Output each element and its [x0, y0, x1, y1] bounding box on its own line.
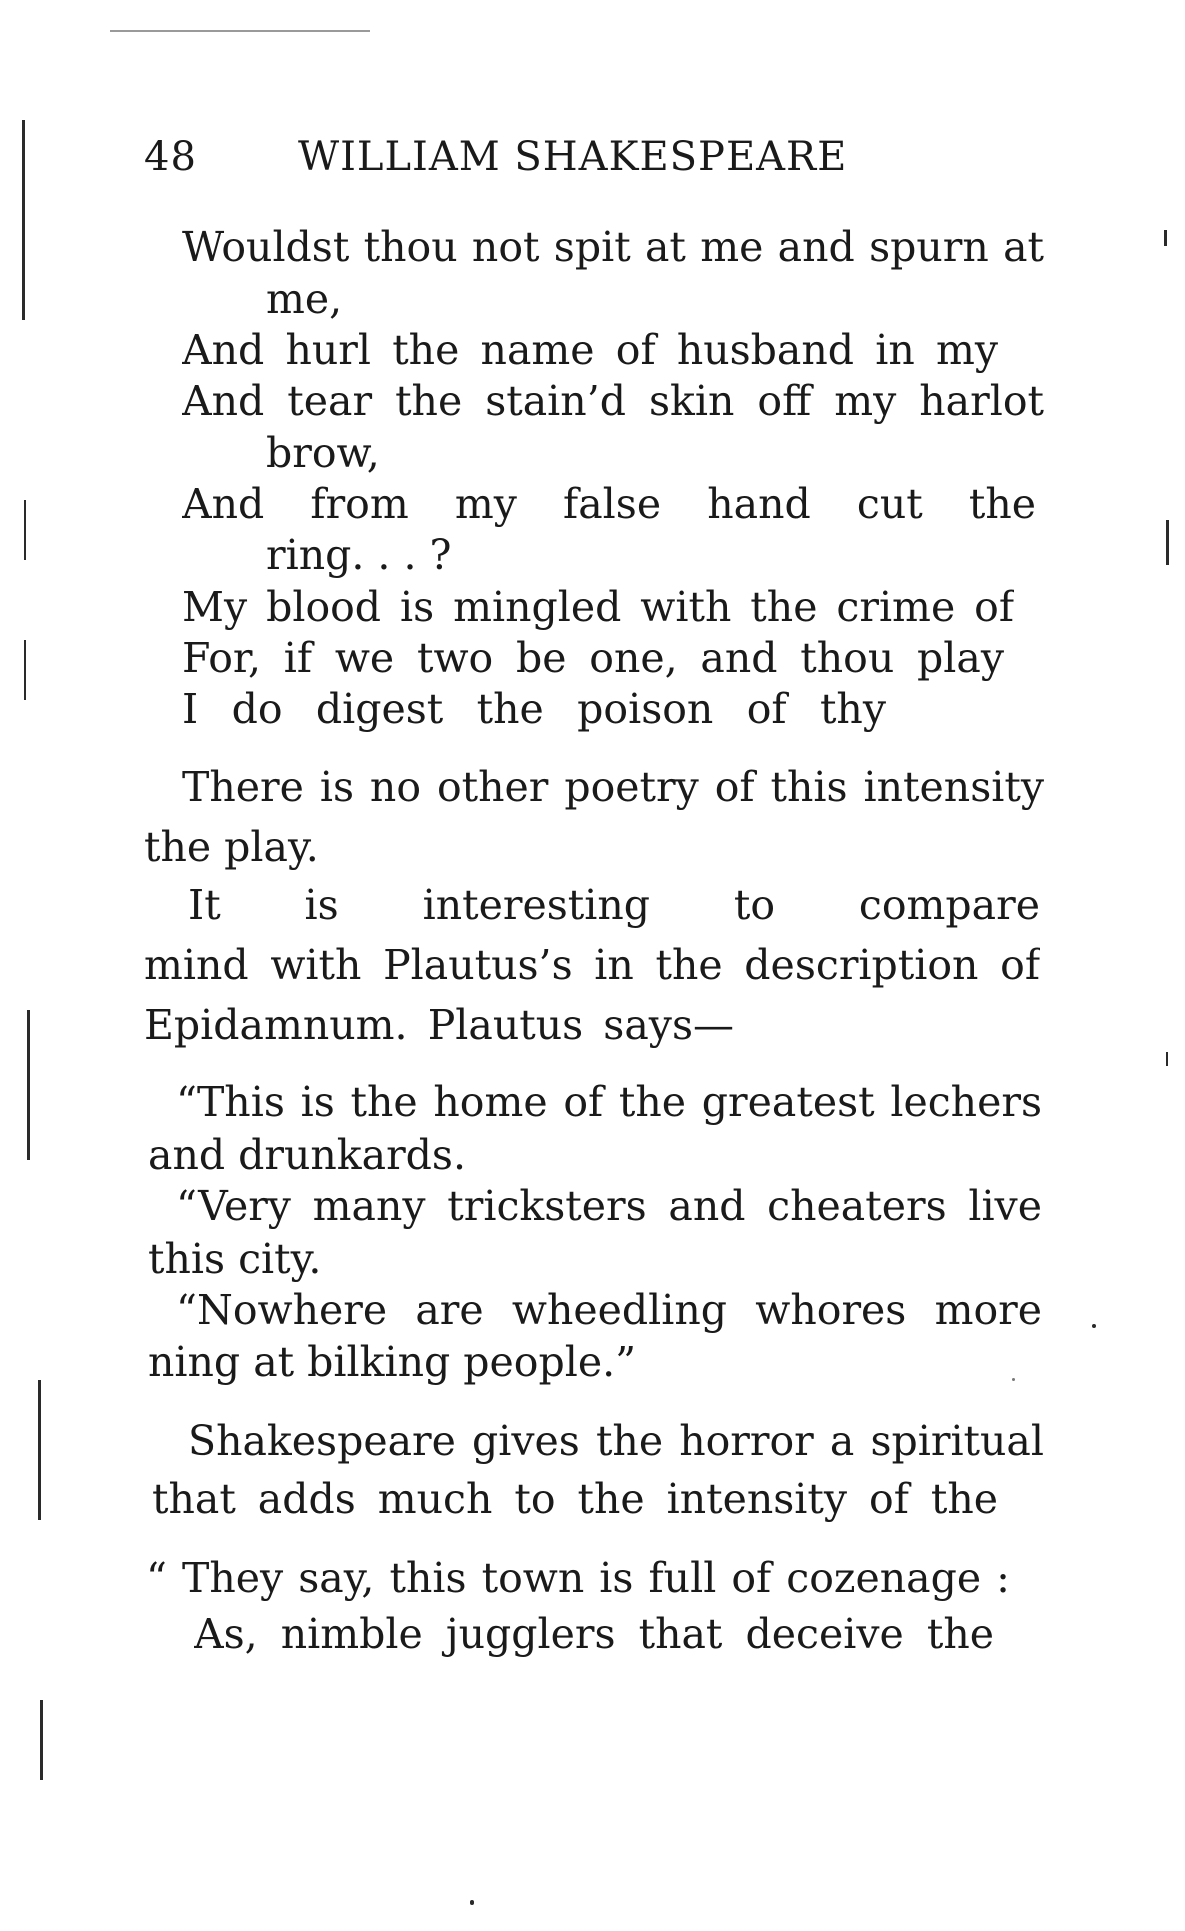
verse-line: I do digest the poison of thy — [182, 685, 886, 733]
paragraph-line: the play. — [144, 823, 319, 871]
quote-line: and drunkards. — [148, 1131, 466, 1179]
quote-line: ning at bilking people.” — [148, 1338, 637, 1386]
scan-margin-mark — [1164, 230, 1167, 246]
verse-line: And from my false hand cut the — [182, 480, 1036, 528]
verse-line: brow, — [266, 429, 380, 477]
running-title: WILLIAM SHAKESPEARE — [298, 134, 848, 180]
scan-margin-mark — [1166, 520, 1169, 565]
scan-speck — [470, 1900, 474, 1905]
paragraph-line: There is no other poetry of this intensity — [182, 763, 1044, 811]
scan-speck — [1012, 1378, 1015, 1381]
quote-line: “Very many tricksters and cheaters live — [176, 1182, 1042, 1230]
paragraph-line: It is interesting to compare — [188, 881, 1040, 929]
scan-margin-mark — [1166, 1052, 1168, 1066]
scan-margin-mark — [22, 120, 25, 320]
verse-line: And tear the stain’d skin off my harlot — [182, 377, 1044, 425]
scan-top-rule — [110, 30, 370, 32]
scan-speck — [1092, 1324, 1096, 1328]
scan-margin-mark — [24, 640, 26, 700]
verse-line: And hurl the name of husband in my — [182, 326, 998, 374]
paragraph-line: mind with Plautus’s in the description of — [144, 941, 1040, 989]
verse-line: Wouldst thou not spit at me and spurn at — [182, 223, 1044, 271]
quote-line: “Nowhere are wheedling whores more — [176, 1286, 1042, 1334]
verse-line: ring. . . ? — [266, 531, 452, 579]
scan-margin-mark — [38, 1380, 41, 1520]
page-number: 48 — [144, 134, 197, 180]
verse-line: me, — [266, 275, 343, 323]
scan-margin-mark — [40, 1700, 43, 1780]
verse-line: “ They say, this town is full of cozenage : — [146, 1554, 1010, 1602]
verse-line: For, if we two be one, and thou play — [182, 634, 1004, 682]
paragraph-line: Shakespeare gives the horror a spiritual — [188, 1417, 1044, 1465]
quote-line: “This is the home of the greatest lechers — [176, 1078, 1042, 1126]
scan-margin-mark — [27, 1010, 30, 1160]
verse-line: My blood is mingled with the crime of — [182, 583, 1014, 631]
paragraph-line: that adds much to the intensity of the — [152, 1475, 998, 1523]
paragraph-line: Epidamnum. Plautus says— — [144, 1001, 734, 1049]
scan-margin-mark — [24, 500, 26, 560]
quote-line: this city. — [148, 1235, 322, 1283]
verse-line: As, nimble jugglers that deceive the — [194, 1610, 994, 1658]
